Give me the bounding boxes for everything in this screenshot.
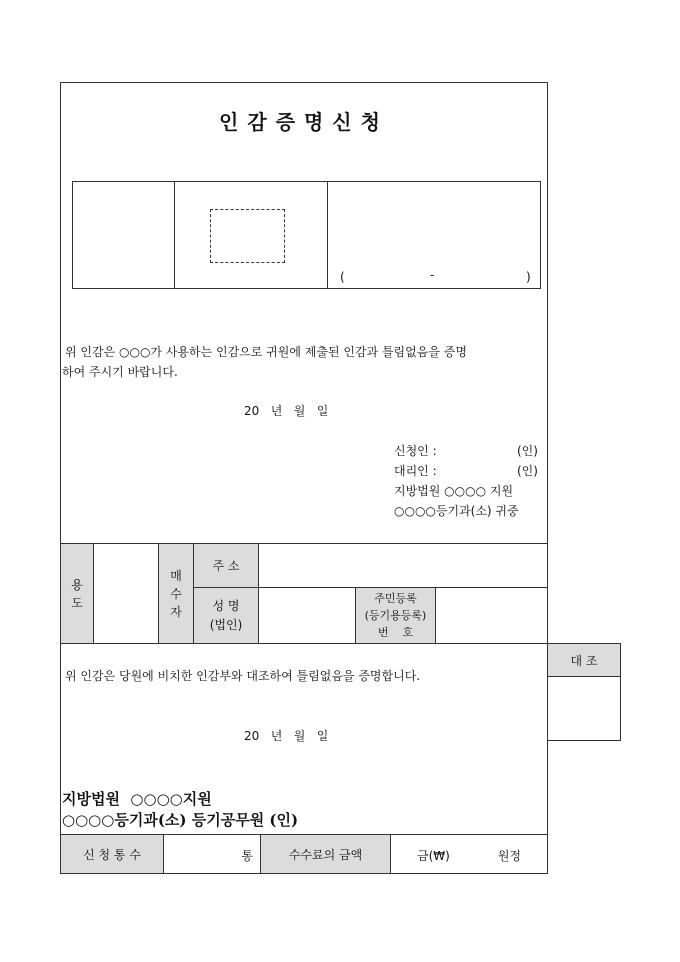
official-line: ○○○○등기과(소) 등기공무원 (인) <box>62 811 299 829</box>
statement-line2: 하여 주시기 바랍니다. <box>62 365 178 379</box>
usage-value[interactable] <box>93 543 159 644</box>
id-paren-close: ) <box>526 270 531 284</box>
seal-divider-1 <box>174 181 175 289</box>
name-value[interactable] <box>258 587 356 644</box>
recipient-court: 지방법원 ○○○○ 지원 <box>394 484 514 498</box>
count-unit: 통 <box>241 849 253 863</box>
fee-currency: 금(₩) <box>417 849 450 863</box>
applicant-label: 신청인 : <box>394 444 437 458</box>
buyer-label: 매 수 자 <box>158 543 194 644</box>
agent-seal: (인) <box>517 464 538 478</box>
statement-line1: 위 인감은 ○○○가 사용하는 인감으로 귀원에 제출된 인감과 틀림없음을 증명 <box>65 345 467 359</box>
count-label: 신 청 통 수 <box>60 834 164 874</box>
request-date: 20 년 월 일 <box>244 404 329 418</box>
usage-label: 용 도 <box>60 543 94 644</box>
agent-label: 대리인 : <box>394 464 437 478</box>
court-name: 지방법원 ○○○○지원 <box>62 790 212 808</box>
fee-label: 수수료의 금액 <box>260 834 391 874</box>
count-value[interactable] <box>163 834 261 874</box>
form-title: 인감증명신청 <box>219 110 389 134</box>
address-label: 주 소 <box>193 543 259 588</box>
recipient-office: ○○○○등기과(소) 귀중 <box>394 504 519 518</box>
fee-suffix: 원정 <box>497 849 521 863</box>
name-label: 성 명 (법인) <box>193 587 259 644</box>
address-value[interactable] <box>258 543 548 588</box>
certify-date: 20 년 월 일 <box>244 729 329 743</box>
applicant-seal: (인) <box>517 444 538 458</box>
id-paren-open: ( <box>340 270 345 284</box>
seal-divider-2 <box>327 181 328 289</box>
seal-impression-area[interactable] <box>210 209 285 263</box>
id-dash: - <box>430 268 435 282</box>
seal-box <box>72 181 541 289</box>
regno-label: 주민등록 (등기용등록) 번 호 <box>355 587 436 644</box>
regno-value[interactable] <box>435 587 548 644</box>
fee-value[interactable] <box>390 834 548 874</box>
confirm-header: 대 조 <box>547 643 621 677</box>
certify-text: 위 인감은 당원에 비치한 인감부와 대조하여 틀림없음을 증명합니다. <box>65 669 421 683</box>
confirm-value[interactable] <box>547 676 621 741</box>
